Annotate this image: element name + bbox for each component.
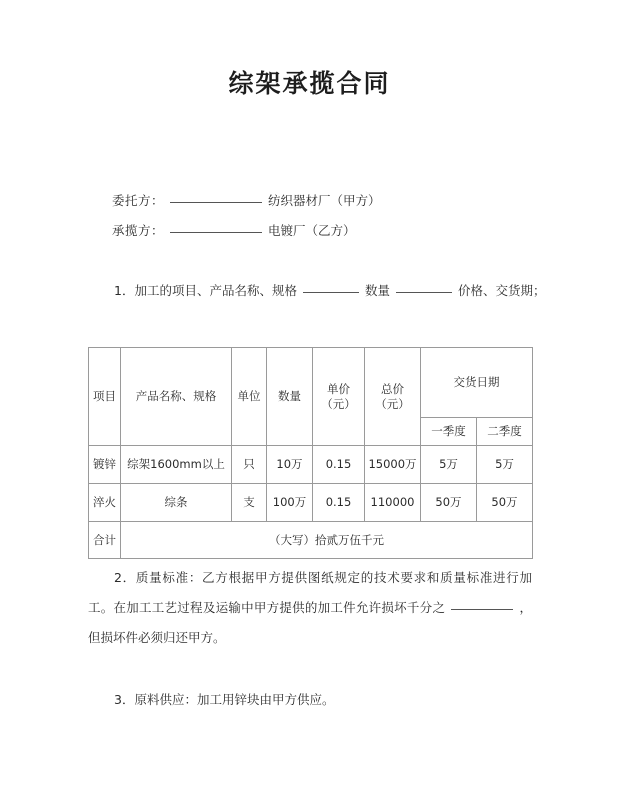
table-cell-unit-price: 0.15	[313, 446, 365, 484]
clause-1-segment-3: 价格、交货期；	[457, 283, 546, 298]
clause-1-segment-2: 数量	[364, 283, 390, 298]
clause-2-line-1: 质量标准：乙方根据甲方提供图纸规定的技术要求和质量标准进行加工。	[88, 570, 533, 615]
clause-1-blank-quantity[interactable]	[396, 292, 452, 293]
clause-3-text: 原料供应：加工用锌块由甲方供应。	[134, 692, 335, 707]
table-cell-total-price: 110000	[365, 484, 421, 522]
clause-3	[88, 685, 532, 715]
table-cell-quantity: 100万	[267, 484, 313, 522]
table-header-quarter-2: 二季度	[477, 418, 533, 446]
party-blank-entruster[interactable]	[170, 202, 262, 203]
party-label-entruster: 委托方：	[112, 193, 165, 208]
table-cell-quarter-2: 50万	[477, 484, 533, 522]
table-header-item: 项目	[89, 348, 121, 446]
table-header-total-price	[365, 348, 421, 446]
clause-2-line-2a: 在加工工艺过程及运输中甲方提供的加工件允许损坏千分之	[113, 600, 446, 615]
table-header-delivery-date: 交货日期	[421, 348, 533, 418]
party-value-contractor: 电镀厂（乙方）	[268, 223, 356, 238]
table-header-unit-price-line2: （元）	[321, 396, 356, 411]
table-cell-item: 镀锌	[89, 446, 121, 484]
table-cell-product: 综架1600mm以上	[121, 446, 232, 484]
table-cell-unit: 只	[232, 446, 267, 484]
clause-3-number: 3．	[114, 692, 135, 707]
clause-1	[88, 281, 558, 301]
contract-table-wrapper	[88, 347, 532, 559]
table-total-row	[89, 522, 533, 559]
table-cell-quantity: 10万	[267, 446, 313, 484]
table-cell-quarter-1: 50万	[421, 484, 477, 522]
table-header-total-price-line1: 总价	[381, 381, 404, 396]
clause-2-blank-damage-rate[interactable]	[451, 609, 513, 610]
table-total-value: （大写）拾贰万伍千元	[121, 522, 533, 559]
clause-1-segment-1: 加工的项目、产品名称、规格	[134, 283, 297, 298]
clause-2-line-2b: ，但损坏件必	[88, 600, 532, 645]
clause-1-number: 1．	[114, 283, 135, 298]
table-total-label: 合计	[89, 522, 121, 559]
table-header-row	[89, 348, 533, 418]
table-cell-product: 综条	[121, 484, 232, 522]
parties-block	[112, 186, 572, 246]
contract-table	[88, 347, 533, 559]
table-cell-quarter-2: 5万	[477, 446, 533, 484]
clause-2-number: 2．	[114, 570, 136, 585]
clause-1-blank-spec[interactable]	[303, 292, 359, 293]
table-header-unit: 单位	[232, 348, 267, 446]
party-line-entruster	[112, 186, 572, 216]
table-header-product: 产品名称、规格	[121, 348, 232, 446]
clause-2-line-3: 须归还甲方。	[150, 630, 226, 645]
table-cell-unit: 支	[232, 484, 267, 522]
table-header-quarter-1: 一季度	[421, 418, 477, 446]
table-row	[89, 446, 533, 484]
table-header-quantity: 数量	[267, 348, 313, 446]
party-label-contractor: 承揽方：	[112, 223, 165, 238]
table-header-total-price-line2: （元）	[375, 396, 410, 411]
table-row	[89, 484, 533, 522]
party-value-entruster: 纺织器材厂（甲方）	[268, 193, 381, 208]
table-cell-item: 淬火	[89, 484, 121, 522]
party-line-contractor	[112, 216, 572, 246]
table-header-unit-price-line1: 单价	[327, 381, 350, 396]
page-title: 综架承揽合同	[228, 69, 391, 98]
table-cell-total-price: 15000万	[365, 446, 421, 484]
table-cell-unit-price: 0.15	[313, 484, 365, 522]
party-blank-contractor[interactable]	[170, 232, 262, 233]
table-header-unit-price	[313, 348, 365, 446]
clause-2	[88, 563, 532, 653]
table-cell-quarter-1: 5万	[421, 446, 477, 484]
